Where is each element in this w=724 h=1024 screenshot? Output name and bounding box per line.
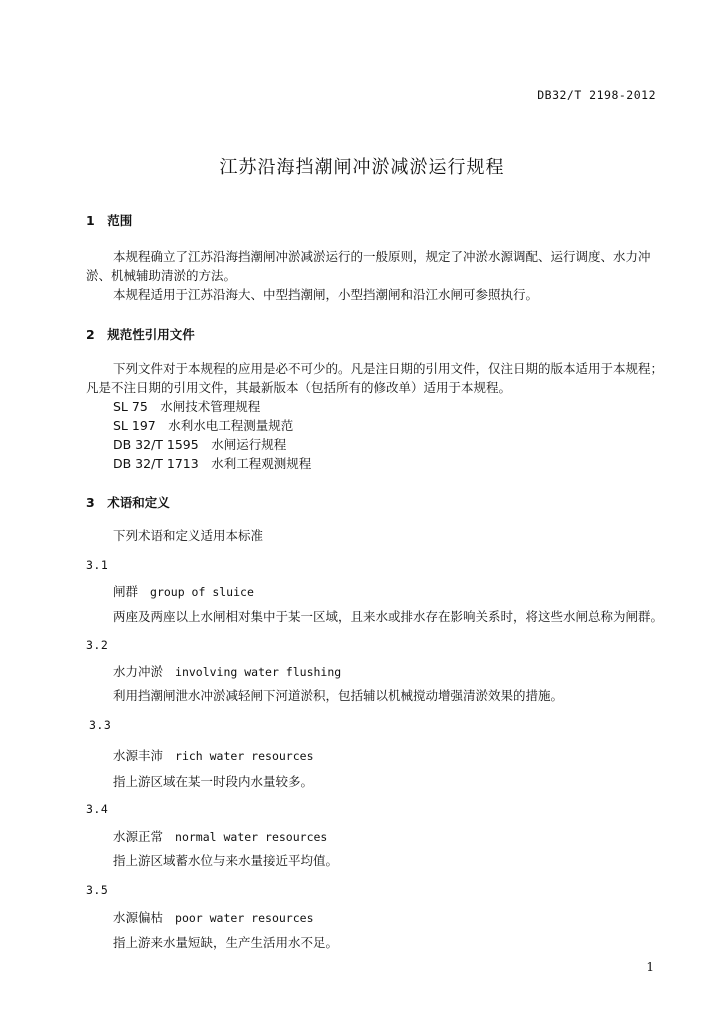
- reference-item: SL 197 水利水电工程测量规范: [113, 418, 294, 433]
- term-title: [113, 662, 341, 680]
- term-definition: 指上游来水量短缺，生产生活用水不足。: [113, 935, 339, 950]
- page-title: 江苏沿海挡潮闸冲淤减淤运行规程: [219, 157, 505, 178]
- reference-item: DB 32/T 1595 水闸运行规程: [113, 437, 287, 452]
- term-title: [113, 908, 314, 926]
- standard-code: DB32/T 2198-2012: [537, 88, 656, 102]
- term-number: 3.2: [86, 638, 109, 652]
- term-en: involving water flushing: [175, 665, 342, 679]
- term-cn: 水源偏枯: [113, 910, 164, 925]
- term-cn: 闸群: [113, 584, 139, 599]
- term-definition: 利用挡潮闸泄水冲淤减轻闸下河道淤积，包括辅以机械搅动增强清淤效果的措施。: [113, 688, 564, 703]
- section-3-heading: 3 术语和定义: [86, 495, 170, 510]
- term-title: [113, 827, 327, 845]
- term-definition: 指上游区域蓄水位与来水量接近平均值。: [113, 853, 339, 868]
- term-number: 3.3: [89, 718, 112, 732]
- term-cn: 水源正常: [113, 829, 164, 844]
- term-number: 3.4: [86, 802, 109, 816]
- term-definition: 两座及两座以上水闸相对集中于某一区域，且来水或排水存在影响关系时，将这些水闸总称为闸群。: [113, 609, 664, 624]
- reference-item: DB 32/T 1713 水利工程观测规程: [113, 456, 312, 471]
- section-1-para-1-line-1: 本规程确立了江苏沿海挡潮闸冲淤减淤运行的一般原则，规定了冲淤水源调配、运行调度、水力冲: [113, 249, 651, 264]
- term-cn: 水源丰沛: [113, 748, 164, 763]
- section-2-para-line-1: 下列文件对于本规程的应用是必不可少的。凡是注日期的引用文件，仅注日期的版本适用于本规程；: [113, 361, 664, 376]
- section-1-heading: 1 范围: [86, 213, 133, 228]
- term-en: poor water resources: [175, 911, 314, 925]
- page-number: 1: [646, 960, 654, 974]
- term-en: normal water resources: [175, 830, 328, 844]
- term-number: 3.1: [86, 558, 109, 572]
- section-1-para-2: 本规程适用于江苏沿海大、中型挡潮闸，小型挡潮闸和沿江水闸可参照执行。: [113, 287, 539, 302]
- term-en: group of sluice: [150, 585, 254, 599]
- term-en: rich water resources: [175, 749, 314, 763]
- term-title: [113, 582, 254, 600]
- section-1-para-1-line-2: 淤、机械辅助清淤的方法。: [86, 268, 237, 283]
- section-2-para-line-2: 凡是不注日期的引用文件，其最新版本（包括所有的修改单）适用于本规程。: [86, 380, 512, 395]
- term-cn: 水力冲淤: [113, 664, 164, 679]
- section-2-heading: 2 规范性引用文件: [86, 327, 195, 342]
- reference-item: SL 75 水闸技术管理规程: [113, 399, 261, 414]
- term-number: 3.5: [86, 883, 109, 897]
- term-definition: 指上游区域在某一时段内水量较多。: [113, 774, 314, 789]
- section-3-intro: 下列术语和定义适用本标准: [113, 528, 264, 543]
- term-title: [113, 746, 314, 764]
